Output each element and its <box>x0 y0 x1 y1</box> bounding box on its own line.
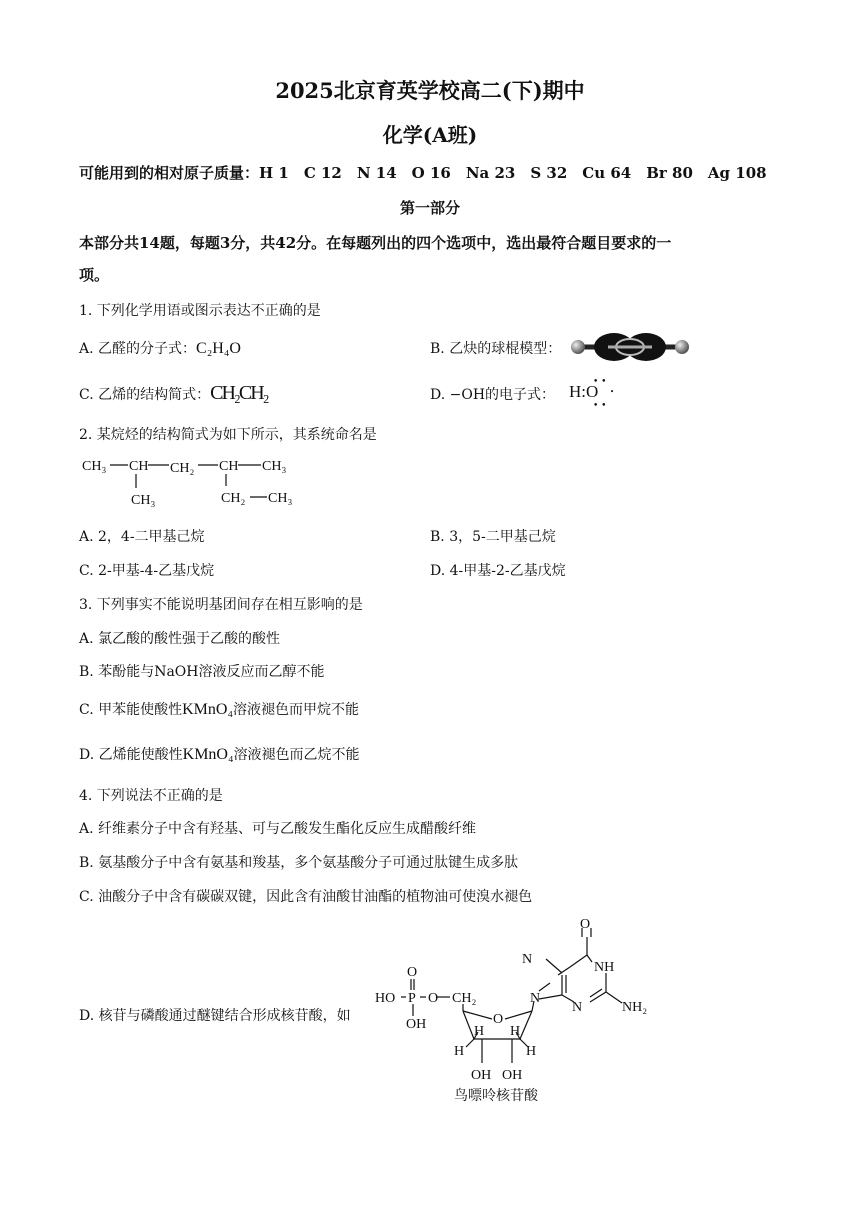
structure-ch2-middle: CH₂ <box>170 461 195 476</box>
base-nh: NH <box>594 960 615 975</box>
alkane-structure <box>80 452 320 510</box>
option-d-label: D. −OH的电子式： <box>430 387 556 403</box>
option-c-label: C. 乙烯的结构简式： <box>79 387 211 403</box>
sugar-h-upper-right: H <box>510 1024 521 1039</box>
sugar-h-lower-right: H <box>526 1044 537 1059</box>
hydroxyl-electron-text: H:O <box>569 382 599 401</box>
option-b-label: B. 乙炔的球棍模型： <box>430 341 562 357</box>
base-n-left: N <box>522 952 533 967</box>
structure-ch-2: CH <box>219 459 239 474</box>
part-title: 第一部分 <box>399 199 460 217</box>
unpaired-electron: • <box>610 388 615 396</box>
instructions-line-2: 项。 <box>79 266 110 284</box>
question-2-stem: 2. 某烷烃的结构简式为如下所示，其系统命名是 <box>79 427 377 443</box>
option-c-post: 溶液褪色而甲烷不能 <box>233 702 360 718</box>
question-4-option-b: B. 氨基酸分子中含有氨基和羧基，多个氨基酸分子可通过肽键生成多肽 <box>79 855 519 871</box>
option-c-pre: C. 甲苯能使酸性 <box>79 702 183 718</box>
phosphate-oh: OH <box>406 1017 427 1032</box>
question-4-option-c: C. 油酸分子中含有碳碳双键，因此含有油酸甘油酯的植物油可使溴水褪色 <box>79 889 533 905</box>
sugar-ch2: CH₂ <box>452 991 477 1006</box>
option-d-post: 溶液褪色而乙烷不能 <box>233 747 360 763</box>
sugar-h-lower-left: H <box>454 1044 465 1059</box>
structure-ch3-right: CH₃ <box>262 459 287 474</box>
phosphate-p: P <box>408 991 416 1006</box>
structure-branch-ch3: CH₃ <box>268 491 293 506</box>
structure-branch-ch2: CH₂ <box>221 491 246 506</box>
hydroxyl-electron-formula <box>569 377 629 411</box>
question-4-option-d: D. 核苷与磷酸通过醚键结合形成核苷酸，如 <box>79 1008 351 1024</box>
sugar-ring-o: O <box>493 1012 504 1027</box>
instructions-line-1: 本部分共14题，每题3分，共42分。在每题列出的四个选项中，选出最符合题目要求的一 <box>79 234 672 252</box>
question-1-option-d <box>430 384 555 404</box>
kmno4-formula-c: KMnO₄ <box>182 701 234 718</box>
acetylene-ball-stick-model <box>568 330 692 364</box>
question-3-option-b: B. 苯酚能与NaOH溶液反应而乙醇不能 <box>79 664 325 680</box>
option-a-label: A. 乙醛的分子式： <box>79 341 197 357</box>
question-1-option-b <box>430 338 561 358</box>
phosphate-o-double: O <box>407 965 418 980</box>
question-3-stem: 3. 下列事实不能说明基团间存在相互影响的是 <box>79 597 363 613</box>
question-4-stem: 4. 下列说法不正确的是 <box>79 788 223 804</box>
sugar-oh-right: OH <box>502 1068 523 1083</box>
exam-subtitle: 化学(A班) <box>382 123 478 147</box>
base-n-link: N <box>530 991 541 1006</box>
question-1-option-c <box>79 382 268 405</box>
question-2-option-a: A. 2，4-二甲基己烷 <box>79 529 205 545</box>
sugar-h-upper-left: H <box>474 1024 485 1039</box>
lone-pair-bottom: • • <box>593 401 607 411</box>
kmno4-formula-d: KMnO₄ <box>182 746 234 763</box>
question-1-stem: 1. 下列化学用语或图示表达不正确的是 <box>79 303 321 319</box>
ethylene-formula: CH₂CH₂ <box>210 382 268 404</box>
structure-branch-methyl: CH₃ <box>131 493 156 508</box>
lone-pair-top: • • <box>593 377 607 387</box>
sugar-oh-left: OH <box>471 1068 492 1083</box>
question-3-option-a: A. 氯乙酸的酸性强于乙酸的酸性 <box>79 631 281 647</box>
question-2-option-d: D. 4-甲基-2-乙基戊烷 <box>430 563 566 579</box>
question-4-option-a: A. 纤维素分子中含有羟基、可与乙酸发生酯化反应生成醋酸纤维 <box>79 821 477 837</box>
question-3-option-d <box>79 744 360 764</box>
question-2-option-b: B. 3，5-二甲基己烷 <box>430 529 556 545</box>
phosphate-ho: HO <box>375 991 396 1006</box>
guanosine-monophosphate-structure <box>370 915 670 1110</box>
question-1-option-a <box>79 338 241 358</box>
base-carbonyl-o: O <box>580 917 591 932</box>
exam-title: 2025北京育英学校高二(下)期中 <box>275 78 585 103</box>
base-n-ring: N <box>572 1000 583 1015</box>
question-3-option-c <box>79 699 359 719</box>
structure-ch-1: CH <box>129 459 149 474</box>
base-nh2: NH₂ <box>622 1000 648 1015</box>
phosphate-o-bridge: O <box>428 991 439 1006</box>
structure-ch3-left: CH₃ <box>82 459 107 474</box>
option-d-pre: D. 乙烯能使酸性 <box>79 747 183 763</box>
acetaldehyde-formula: C₂H₄O <box>196 340 241 357</box>
figure-caption: 鸟嘌呤核苷酸 <box>454 1088 538 1104</box>
question-2-option-c: C. 2-甲基-4-乙基戊烷 <box>79 563 215 579</box>
atomic-masses: 可能用到的相对原子质量：H 1 C 12 N 14 O 16 Na 23 S 32 Cu 64 Br 80 Ag 108 <box>79 164 767 182</box>
